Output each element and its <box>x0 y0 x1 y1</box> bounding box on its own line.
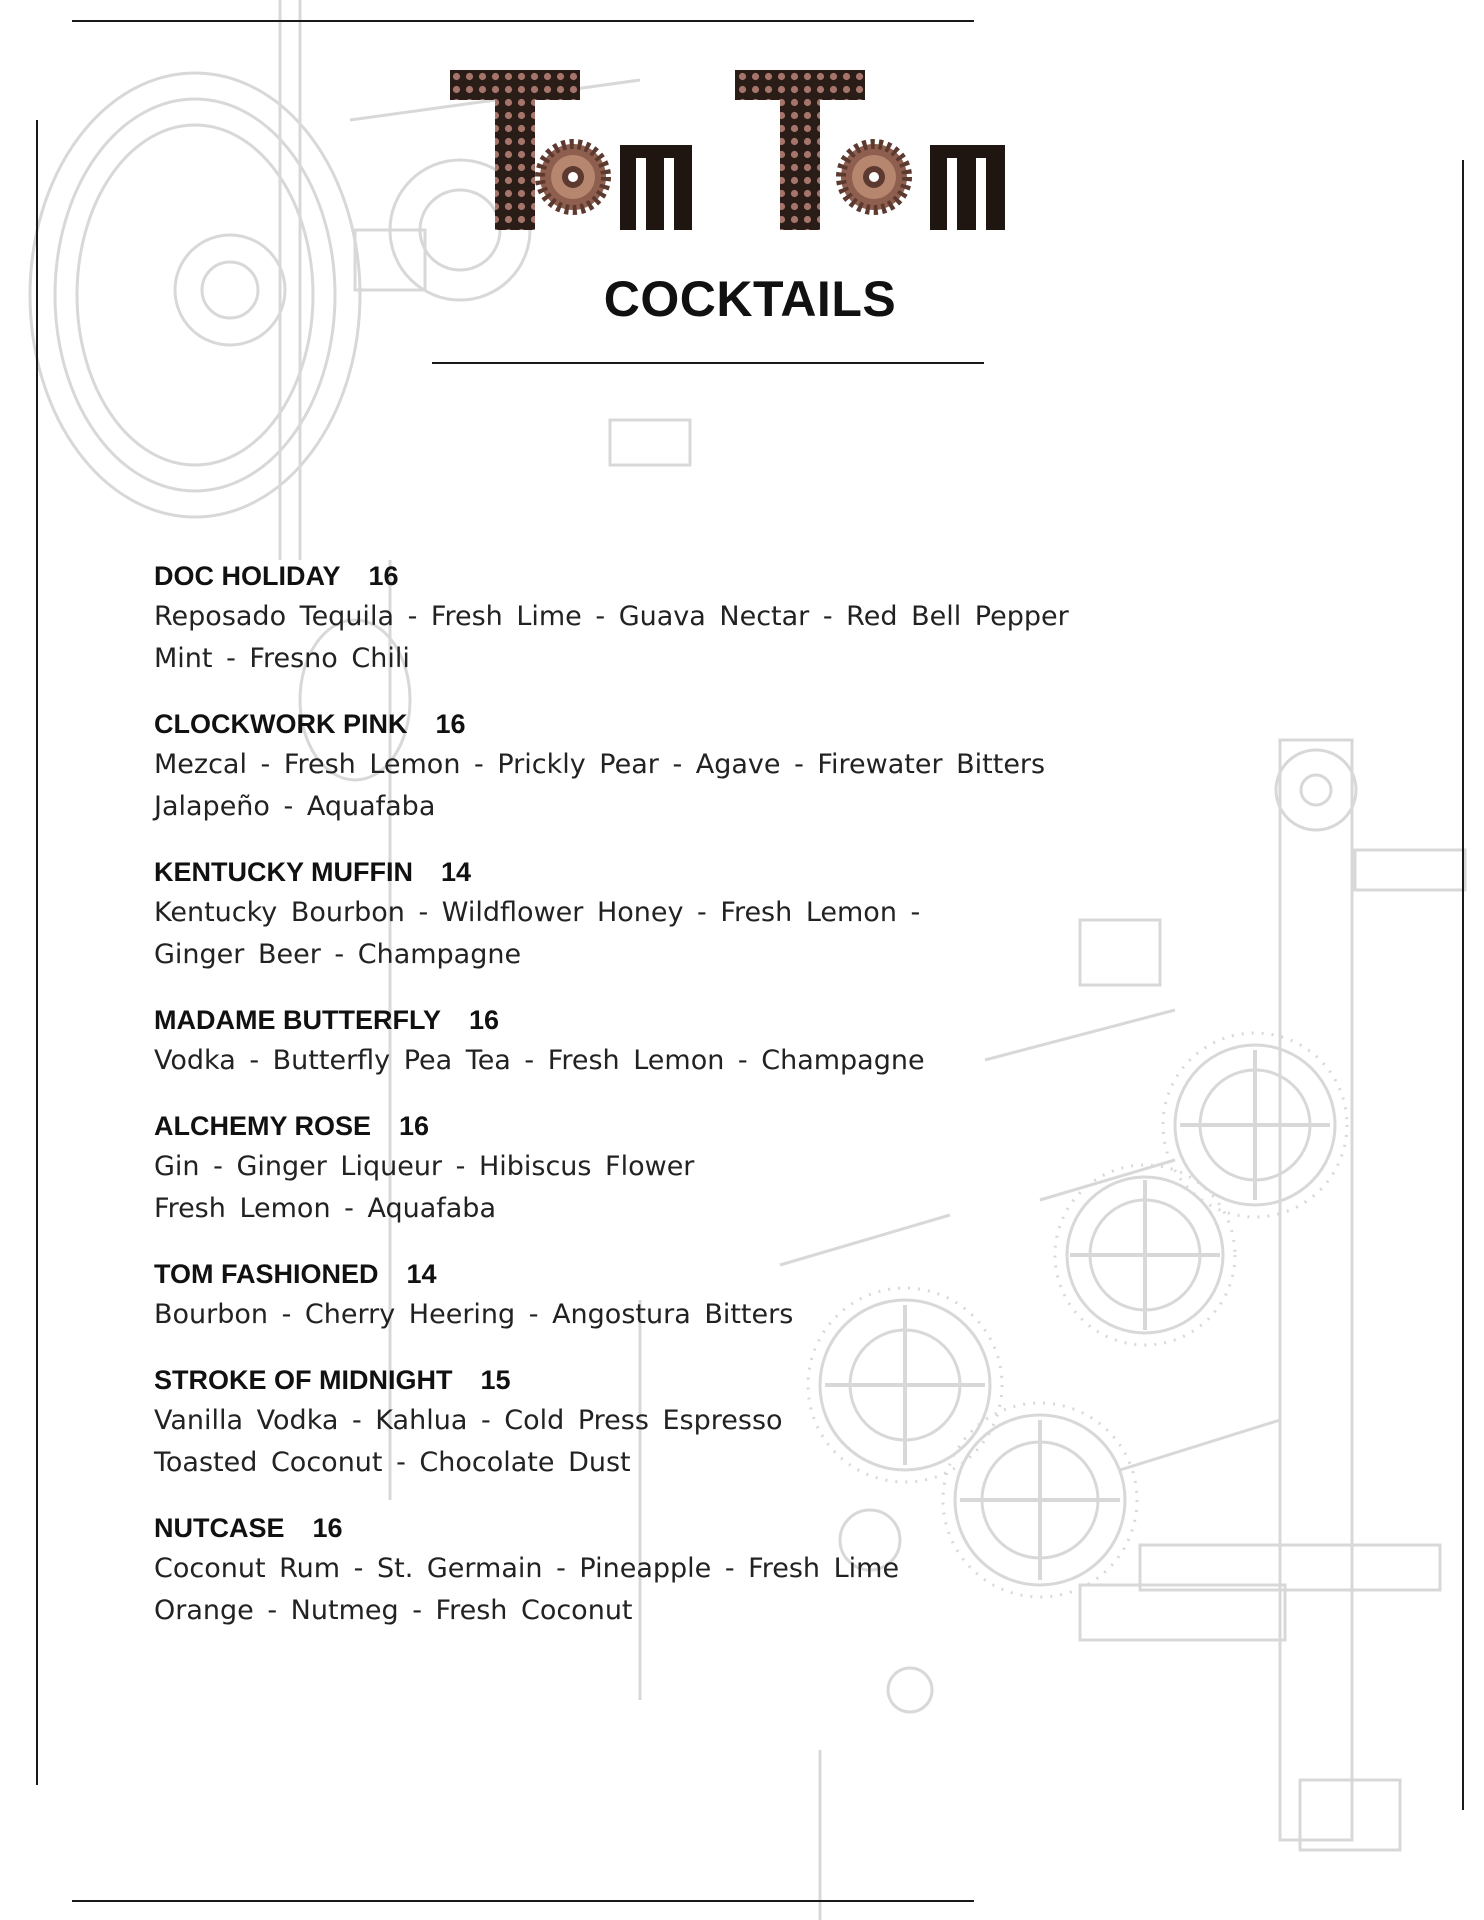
menu-item-description-line: Reposado Tequila - Fresh Lime - Guava Nectar - Red Bell Pepper <box>154 601 1069 632</box>
menu-item-description-line: Vanilla Vodka - Kahlua - Cold Press Espresso <box>154 1405 783 1436</box>
menu-item-header <box>154 1364 1134 1396</box>
menu-item-name: DOC HOLIDAY <box>154 561 341 591</box>
menu-item-name: STROKE OF MIDNIGHT <box>154 1365 453 1395</box>
menu-item-header <box>154 560 1134 592</box>
menu-item-description-line: Vodka - Butterfly Pea Tea - Fresh Lemon - Champagne <box>154 1045 925 1076</box>
menu-item-header <box>154 1110 1134 1142</box>
menu-item <box>154 1004 1134 1082</box>
menu-item-description <box>154 1040 1134 1082</box>
menu-item-header <box>154 1004 1134 1036</box>
menu-item-description-line: Toasted Coconut - Chocolate Dust <box>154 1447 631 1478</box>
menu-item-price: 15 <box>480 1365 511 1395</box>
menu-item <box>154 560 1134 680</box>
menu-item-name: TOM FASHIONED <box>154 1259 379 1289</box>
menu-item-header <box>154 856 1134 888</box>
menu-item-description-line: Fresh Lemon - Aquafaba <box>154 1193 496 1224</box>
tomtom-logo <box>450 70 1030 235</box>
menu-item-name: KENTUCKY MUFFIN <box>154 857 413 887</box>
menu-item-description-line: Gin - Ginger Liqueur - Hibiscus Flower <box>154 1151 695 1182</box>
right-rule <box>1462 160 1464 1810</box>
bottom-rule <box>72 1900 974 1902</box>
menu-item-price: 14 <box>406 1259 437 1289</box>
menu-item-description-line: Orange - Nutmeg - Fresh Coconut <box>154 1595 633 1626</box>
menu-item-description-line: Jalapeño - Aquafaba <box>154 791 436 822</box>
left-rule <box>36 120 38 1785</box>
menu-item-price: 16 <box>399 1111 430 1141</box>
logo-letter-m-2 <box>930 145 1005 230</box>
menu-item-header <box>154 1512 1134 1544</box>
menu-item-description <box>154 744 1134 828</box>
menu-item-name: MADAME BUTTERFLY <box>154 1005 441 1035</box>
menu-item-name: NUTCASE <box>154 1513 285 1543</box>
menu-item-description-line: Coconut Rum - St. Germain - Pineapple - Fresh Lime <box>154 1553 900 1584</box>
menu-item-description <box>154 1146 1134 1230</box>
menu-item-name: ALCHEMY ROSE <box>154 1111 372 1141</box>
menu-item-description-line: Mezcal - Fresh Lemon - Prickly Pear - Agave - Firewater Bitters <box>154 749 1046 780</box>
menu-item-price: 16 <box>469 1005 500 1035</box>
logo-gear-o-2 <box>841 144 907 210</box>
menu-heading: COCKTAILS <box>603 271 897 327</box>
menu-item-description-line: Bourbon - Cherry Heering - Angostura Bitters <box>154 1299 794 1330</box>
menu-item-price: 16 <box>312 1513 343 1543</box>
menu-item-description-line: Mint - Fresno Chili <box>154 643 410 674</box>
menu-item-description <box>154 596 1134 680</box>
menu-item <box>154 708 1134 828</box>
menu-item-description-line: Ginger Beer - Champagne <box>154 939 522 970</box>
menu-item-description-line: Kentucky Bourbon - Wildflower Honey - Fresh Lemon - <box>154 897 921 928</box>
menu-item-price: 14 <box>441 857 472 887</box>
top-rule <box>72 20 974 22</box>
menu-item-header <box>154 708 1134 740</box>
menu-item-header <box>154 1258 1134 1290</box>
menu-item <box>154 1364 1134 1484</box>
logo-letter-m-1 <box>620 145 692 230</box>
menu-item-name: CLOCKWORK PINK <box>154 709 408 739</box>
heading-underline <box>432 362 984 364</box>
logo-gear-o-1 <box>540 144 606 210</box>
menu-item <box>154 1258 1134 1336</box>
menu-item-price: 16 <box>368 561 399 591</box>
menu-item <box>154 1512 1134 1632</box>
menu-item-description <box>154 1548 1134 1632</box>
menu-item <box>154 856 1134 976</box>
cocktail-list <box>154 560 1134 1660</box>
menu-item <box>154 1110 1134 1230</box>
menu-item-price: 16 <box>435 709 466 739</box>
menu-item-description <box>154 892 1134 976</box>
menu-item-description <box>154 1400 1134 1484</box>
menu-item-description <box>154 1294 1134 1336</box>
logo-letter-t-2 <box>735 70 865 230</box>
